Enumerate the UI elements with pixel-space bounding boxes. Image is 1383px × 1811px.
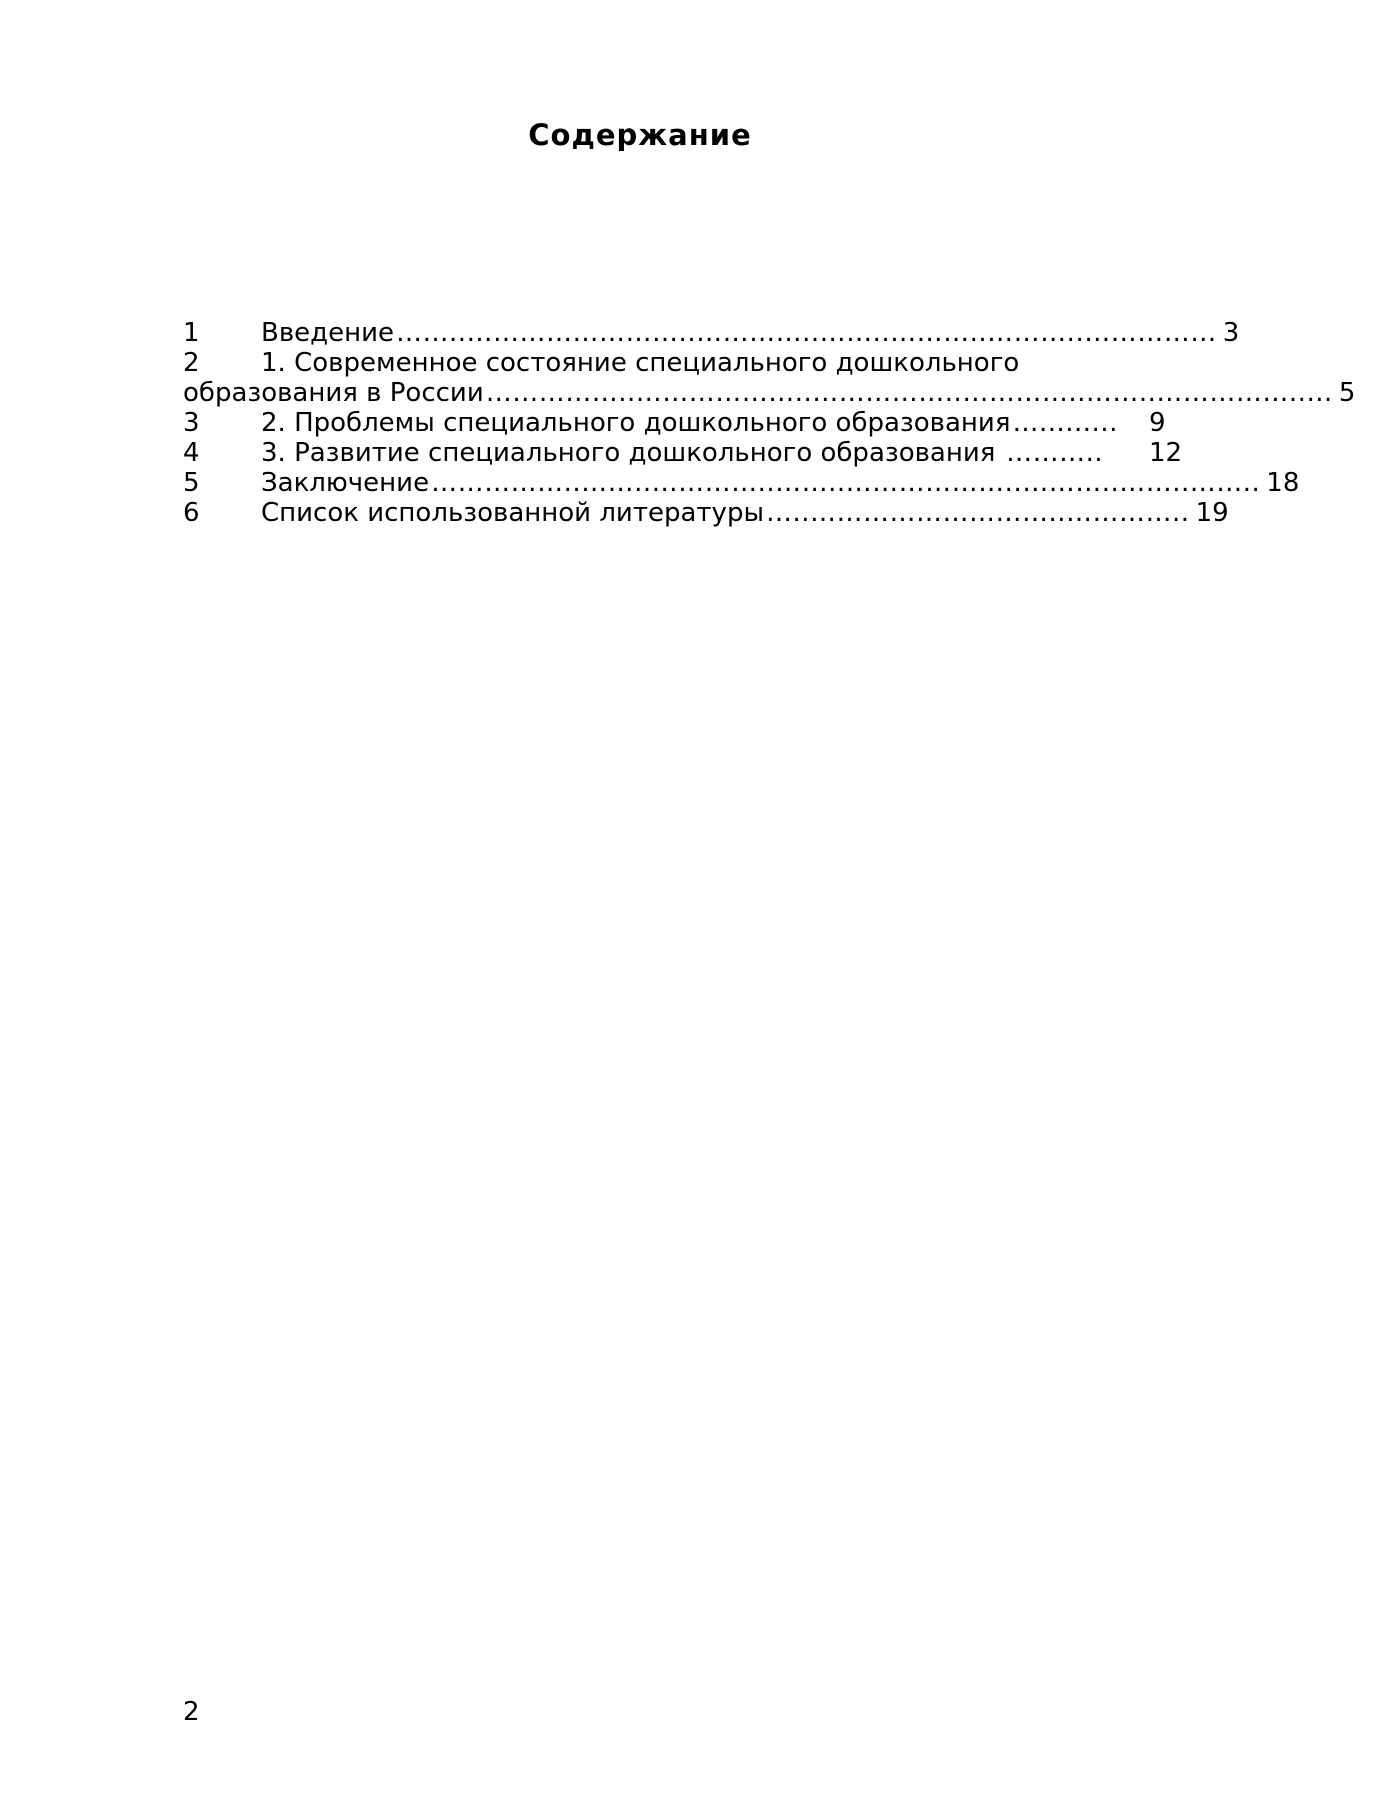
toc-entry-title: Введение [261, 318, 395, 348]
table-of-contents [183, 318, 1356, 528]
toc-entry-number: 3 [183, 408, 200, 438]
toc-entry-chapter-2[interactable] [183, 408, 1193, 438]
toc-entry-number: 6 [183, 498, 200, 528]
toc-entry-references[interactable] [183, 498, 1229, 528]
toc-entry-title: Список использованной литературы [261, 498, 764, 528]
toc-entry-number: 1 [183, 318, 200, 348]
toc-entry-page: 5 [1338, 378, 1356, 408]
toc-leader-dots: …..………………………..………….. [765, 498, 1190, 528]
toc-leader-dots: …......... [1012, 408, 1118, 438]
toc-entry-number: 4 [183, 438, 200, 468]
toc-leader-dots: ……….. [997, 438, 1104, 468]
toc-entry-page: 3 [1222, 318, 1240, 348]
toc-entry-title: Заключение [261, 468, 430, 498]
toc-entry-title: 1. Современное состояние специального дошкольного [261, 348, 1020, 378]
toc-entry-title: 3. Развитие специального дошкольного образования [261, 438, 996, 468]
toc-entry-chapter-1[interactable] [183, 348, 1193, 378]
toc-entry-page: 19 [1195, 498, 1229, 528]
toc-entry-title-continued: образования в России [183, 378, 484, 408]
page-title: Содержание [528, 118, 752, 152]
page-number: 2 [183, 1697, 200, 1727]
toc-entry-page: 18 [1266, 468, 1300, 498]
toc-entry-chapter-3[interactable] [183, 438, 1193, 468]
toc-entry-conclusion[interactable] [183, 468, 1300, 498]
toc-entry-number: 2 [183, 348, 200, 378]
toc-entry-introduction[interactable] [183, 318, 1240, 348]
toc-entry-number: 5 [183, 468, 200, 498]
toc-entry-page: 12 [1149, 438, 1183, 468]
toc-entry-title: 2. Проблемы специального дошкольного образования [261, 408, 1011, 438]
toc-entry-chapter-1-continuation[interactable] [183, 378, 1356, 408]
toc-leader-dots: ……………..………………..……………..…………..……..……………..… [485, 378, 1333, 408]
toc-entry-page: 9 [1149, 408, 1166, 438]
toc-leader-dots: ……………..……..…………..……..………………..………..……..…….. [431, 468, 1261, 498]
toc-leader-dots: ……..……………………..…………..……..………..………..…………… [396, 318, 1217, 348]
